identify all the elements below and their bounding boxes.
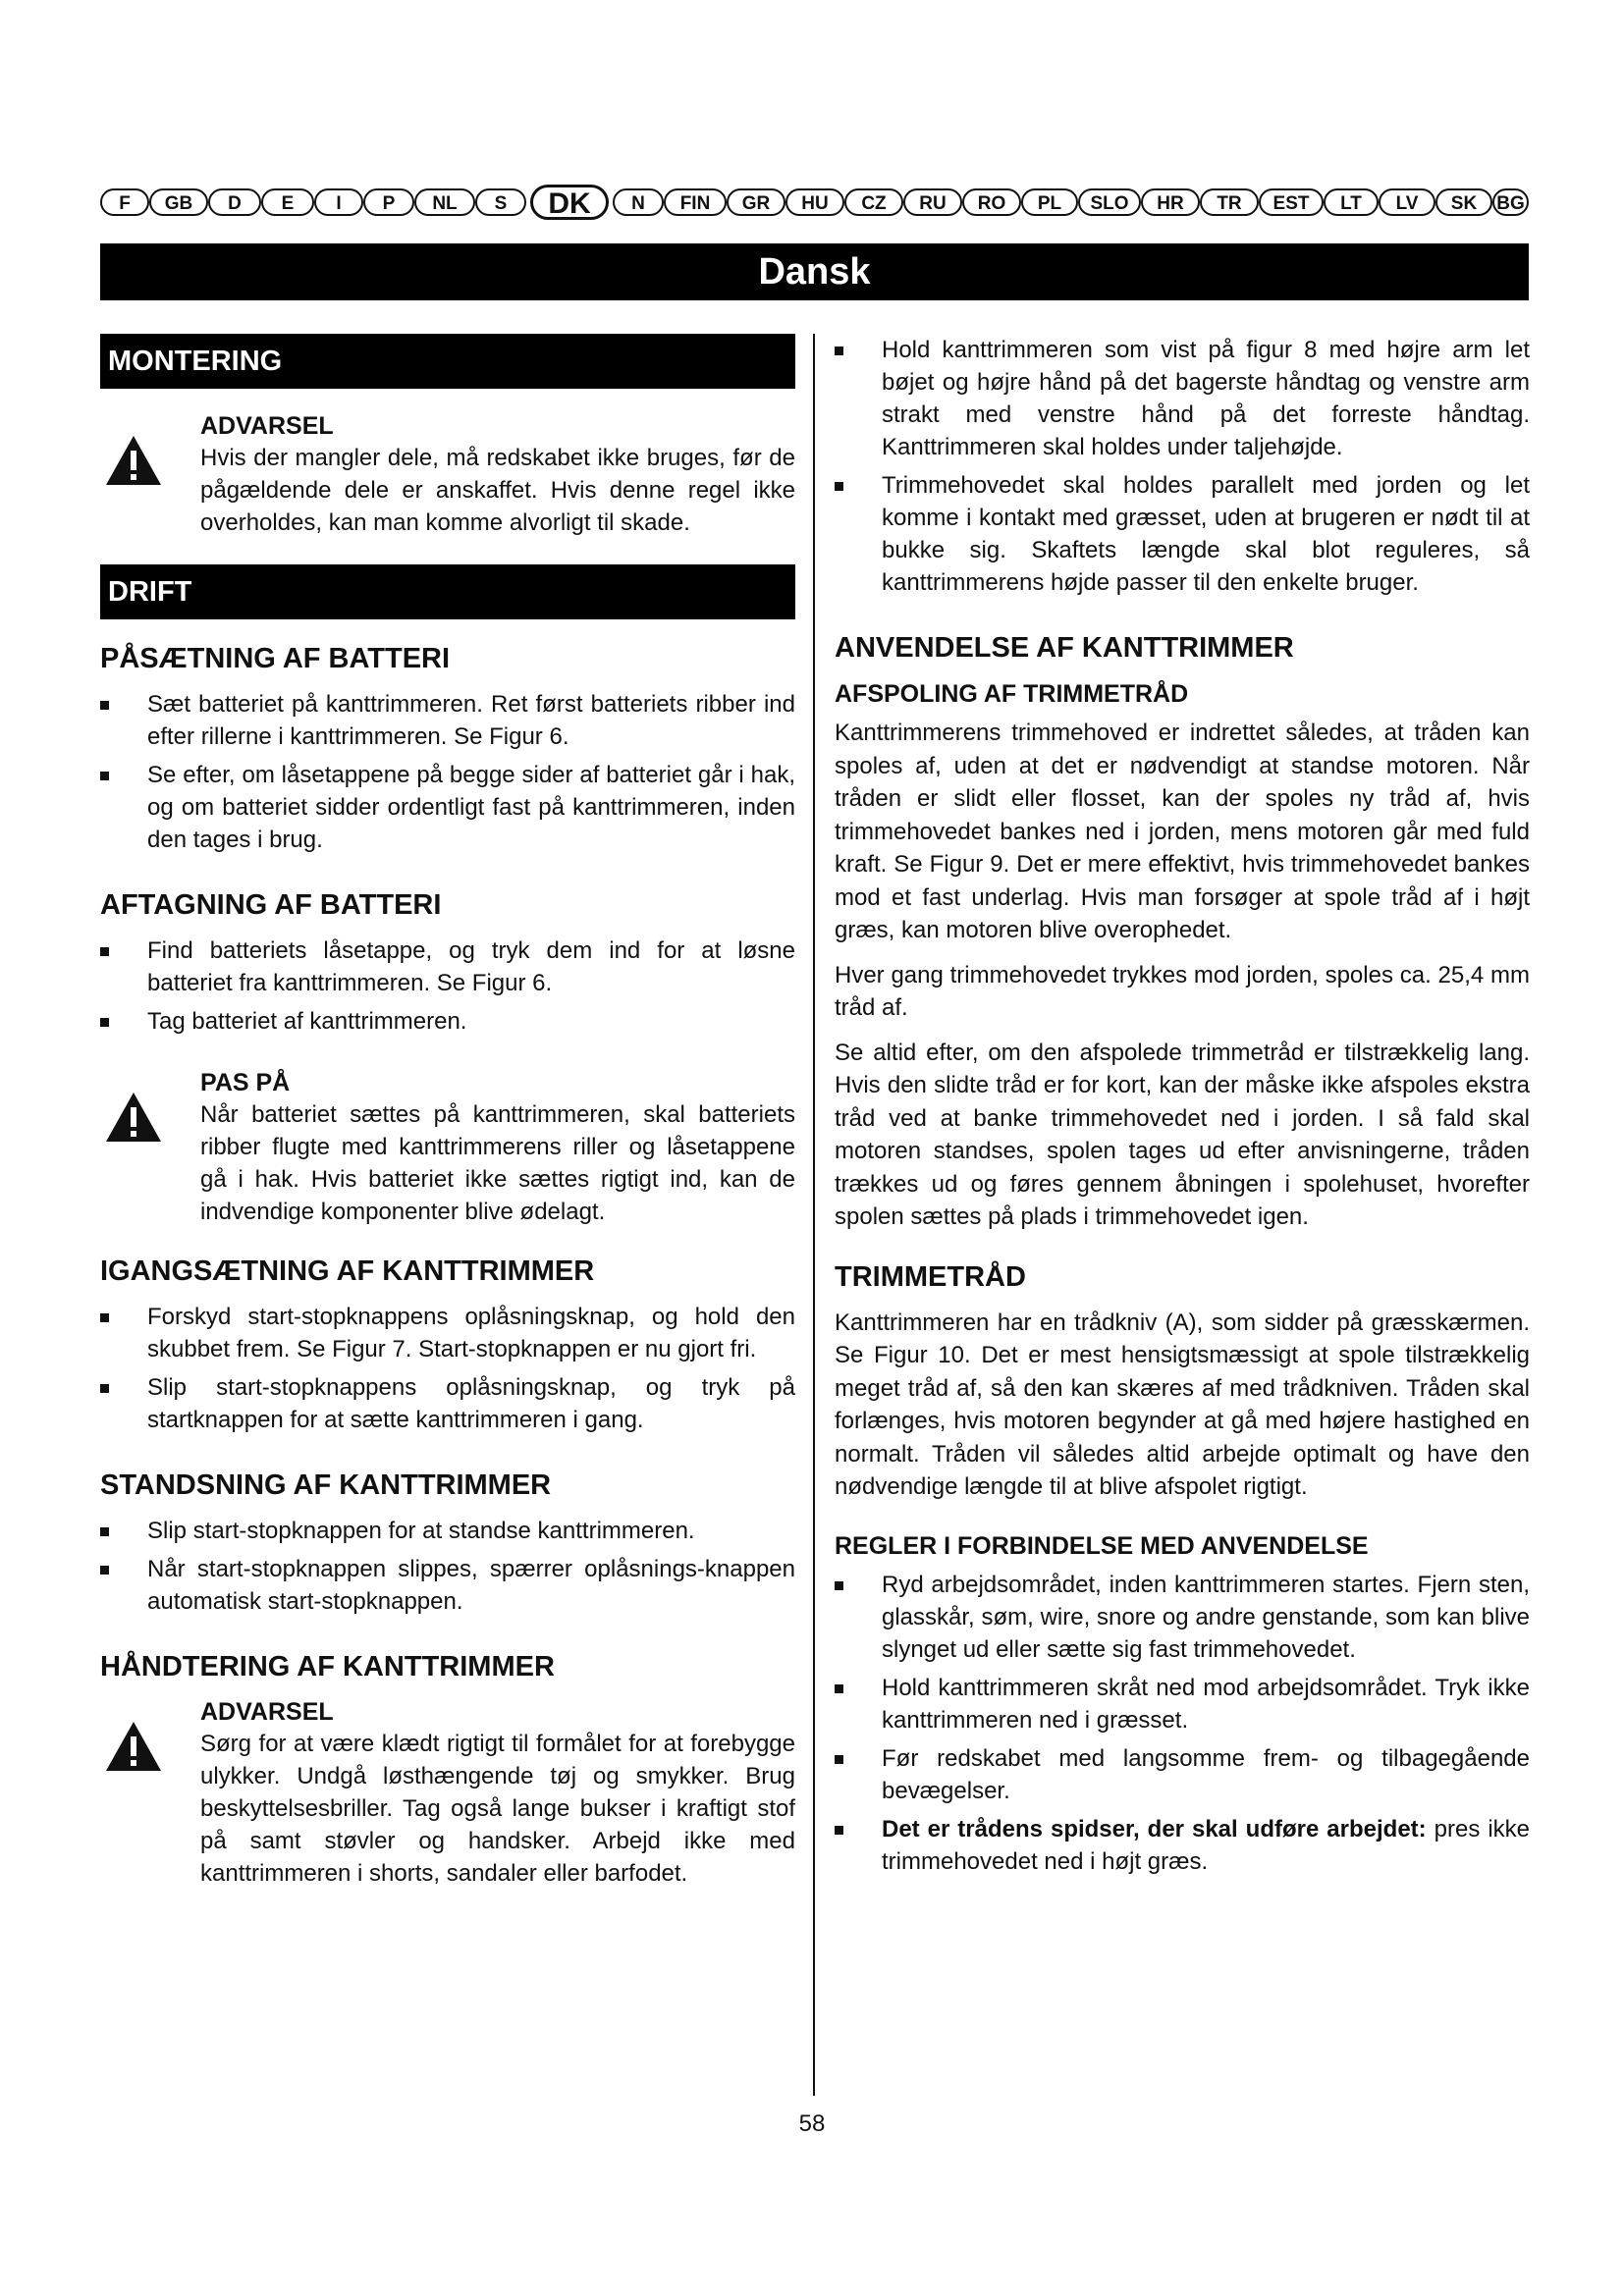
bullet-square-icon (835, 482, 843, 491)
lang-badge-dk-active: DK (530, 185, 609, 220)
list-item-text: Se efter, om låsetappene på begge sider af batteriet går i hak, og om batteriet sidder ordentligt fast på kanttrimmeren, inden den tages i brug. (147, 762, 795, 853)
heading-aftagning: AFTAGNING AF BATTERI (100, 889, 442, 921)
list-item-text: pres ikke trimmehovedet ned i højt græs. (882, 1815, 1530, 1875)
list-item (100, 934, 795, 999)
heading-trimmetraad: TRIMMETRÅD (835, 1260, 1026, 1293)
list-item (100, 1371, 795, 1436)
section-bar-montering: MONTERING (100, 334, 795, 389)
lang-badge-e: E (261, 188, 314, 216)
heading-paasaetning: PÅSÆTNING AF BATTERI (100, 643, 451, 674)
caution-title: PAS PÅ (200, 1069, 291, 1096)
bullet-square-icon (100, 772, 109, 780)
lang-badge-pl: PL (1021, 188, 1078, 216)
lang-badge-lt: LT (1324, 188, 1379, 216)
page-number: 58 (798, 2110, 826, 2137)
list-item-text: Forskyd start-stopknappens oplåsningsknap, og hold den skubbet frem. Se Figur 7. Start-stopknappen er nu gjort fri. (147, 1304, 795, 1362)
list-item-text: Hold kanttrimmeren skråt ned mod arbejdsområdet. Tryk ikke kanttrimmeren ned i græsset. (882, 1674, 1530, 1734)
bullet-list-paasaetning (100, 688, 795, 856)
subheading-afspoling: AFSPOLING AF TRIMMETRÅD (835, 680, 1189, 708)
lang-badge-gb: GB (149, 188, 208, 216)
bullet-list-igangsaetning (100, 1301, 795, 1436)
heading-anvendelse: ANVENDELSE AF KANTTRIMMER (835, 632, 1294, 664)
heading-haandtering: HÅNDTERING AF KANTTRIMMER (100, 1651, 555, 1682)
lang-badge-ru: RU (903, 188, 962, 216)
bullet-list-aftagning (100, 934, 795, 1038)
warning-triangle-icon (104, 434, 163, 487)
lang-badge-n: N (613, 188, 664, 216)
language-bar (100, 185, 1529, 220)
list-item (835, 334, 1530, 463)
lang-badge-lv: LV (1379, 188, 1435, 216)
bullet-list-standsning (100, 1515, 795, 1618)
list-item (100, 1301, 795, 1365)
list-item (100, 1005, 795, 1038)
bullet-square-icon (835, 1755, 843, 1764)
warning-text: Hvis der mangler dele, må redskabet ikke bruges, før de pågældende dele er anskaffet. Hvis denne regel ikke overholdes, kan man komme alvorligt til skade. (200, 445, 795, 536)
warning-triangle-icon (104, 1091, 163, 1144)
list-item (835, 1813, 1530, 1878)
lang-badge-est: EST (1259, 188, 1324, 216)
bullet-square-icon (835, 1826, 843, 1835)
lang-badge-s: S (475, 188, 526, 216)
bullet-square-icon (835, 347, 843, 355)
lang-badge-slo: SLO (1078, 188, 1141, 216)
heading-igangsaetning: IGANGSÆTNING AF KANTTRIMMER (100, 1255, 595, 1287)
list-item-bold-lead: Det er trådens spidser, der skal udføre arbejdet: (882, 1815, 1427, 1842)
bullet-square-icon (100, 701, 109, 710)
lang-badge-ro: RO (962, 188, 1021, 216)
list-item (100, 759, 795, 856)
lang-badge-d: D (208, 188, 261, 216)
list-item (100, 1553, 795, 1618)
list-item-text: Når start-stopknappen slippes, spærrer oplåsnings-knappen automatisk start-stopknappen. (147, 1556, 795, 1615)
lang-badge-nl: NL (414, 188, 475, 216)
paragraph: Kanttrimmeren har en trådkniv (A), som sidder på græsskærmen. Se Figur 10. Det er mest hensigtsmæssigt at spole tilstrækkelig meget tråd af, så den kan skæres af med trådkniven. Tråden skal forlænges, hvis motoren begynder at gå med højere hastighed en normalt. Tråden vil således altid arbejde optimalt og have den nødvendige længde til at blive afspolet rigtigt. (835, 1308, 1530, 1500)
column-divider (813, 334, 815, 2096)
list-item-text: Slip start-stopknappen for at standse kanttrimmeren. (147, 1518, 695, 1544)
caution-text: Når batteriet sættes på kanttrimmeren, skal batteriets ribber flugte med kanttrimmerens riller og låsetappene gå i hak. Hvis batteriet ikke sættes rigtigt ind, kan de indvendige komponenter blive ødelagt. (200, 1101, 795, 1225)
list-item (835, 1569, 1530, 1666)
lang-badge-hu: HU (785, 188, 844, 216)
heading-standsning: STANDSNING AF KANTTRIMMER (100, 1469, 552, 1501)
paragraph: Se altid efter, om den afspolede trimmetråd er tilstrækkelig lang. Hvis den slidte tråd er for kort, kan der måske ikke afspoles ekstra tråd ved at banke trimmehovedet ned i jorden. I så fald skal motoren standses, spolen tages ud efter anvisningerne, tråden trækkes ud og føres gennem åbningen i spolehuset, hvorefter spolen sættes på plads i trimmehovedet igen. (835, 1039, 1530, 1230)
warning-block-haandtering (100, 1696, 795, 1890)
bullet-square-icon (100, 1313, 109, 1322)
bullet-square-icon (100, 1527, 109, 1536)
bullet-list-regler (835, 1569, 1530, 1878)
bullet-square-icon (835, 1684, 843, 1693)
lang-badge-f: F (100, 188, 149, 216)
list-item-text: Tag batteriet af kanttrimmeren. (147, 1008, 467, 1035)
list-item-text: Før redskabet med langsomme frem- og tilbagegående bevægelser. (882, 1744, 1530, 1804)
lang-badge-sk: SK (1435, 188, 1492, 216)
bullet-square-icon (100, 1018, 109, 1027)
list-item (100, 1515, 795, 1547)
warning-title: ADVARSEL (200, 1698, 334, 1726)
warning-title: ADVARSEL (200, 412, 334, 440)
lang-badge-i: I (314, 188, 363, 216)
warning-triangle-icon (104, 1720, 163, 1773)
lang-badge-fin: FIN (664, 188, 727, 216)
right-column (835, 334, 1530, 1896)
list-item-text: Sæt batteriet på kanttrimmeren. Ret først batteriets ribber ind efter rillerne i kanttrimmeren. Se Figur 6. (147, 691, 795, 750)
lang-badge-cz: CZ (844, 188, 903, 216)
lang-badge-p: P (363, 188, 414, 216)
warning-text: Sørg for at være klædt rigtigt til formålet for at forebygge ulykker. Undgå løsthængende tøj og smykker. Brug beskyttelsesbriller. Tag også lange bukser i kraftigt stof på samt støvler og handsker. Arbejd ikke med kanttrimmeren i shorts, sandaler eller barfodet. (200, 1731, 795, 1887)
warning-block-montering (100, 410, 795, 539)
list-item (100, 688, 795, 753)
lang-badge-bg: BG (1492, 188, 1529, 216)
list-item-text: Find batteriets låsetappe, og tryk dem ind for at løsne batteriet fra kanttrimmeren. Se Figur 6. (147, 937, 795, 996)
paragraph: Kanttrimmerens trimmehoved er indrettet således, at tråden kan spoles af, uden at det er nødvendigt at standse motoren. Når tråden er slidt eller flosset, kan der spoles ny tråd af, hvis trimmehovedet bankes ned i jorden, mens motoren går med fuld kraft. Se Figur 9. Det er mere effektivt, hvis trimmehovedet bankes mod et fast underlag. Hvis man forsøger at spole tråd af i højt græs, kan motoren blive overophedet. (835, 720, 1530, 943)
list-item-text: Ryd arbejdsområdet, inden kanttrimmeren startes. Fjern sten, glasskår, søm, wire, snore og andre genstande, som kan blive slynget ud eller sætte sig fast trimmehovedet. (882, 1571, 1530, 1663)
left-column (100, 334, 795, 1915)
bullet-square-icon (835, 1581, 843, 1590)
lang-badge-tr: TR (1200, 188, 1259, 216)
subheading-regler: REGLER I FORBINDELSE MED ANVENDELSE (835, 1531, 1369, 1560)
list-item-text: Hold kanttrimmeren som vist på figur 8 med højre arm let bøjet og højre hånd på det bagerste håndtag og venstre arm strakt med venstre hånd på det forreste håndtag. Kanttrimmeren skal holdes under taljehøjde. (882, 337, 1530, 460)
list-item (835, 1672, 1530, 1736)
list-item (835, 469, 1530, 599)
list-item-text: Slip start-stopknappens oplåsningsknap, og tryk på startknappen for at sætte kanttrimmeren i gang. (147, 1374, 795, 1433)
lang-badge-hr: HR (1141, 188, 1200, 216)
list-item-text: Trimmehovedet skal holdes parallelt med jorden og let komme i kontakt med græsset, uden at brugeren er nødt til at bukke sig. Skaftets længde skal blot reguleres, så kanttrimmerens højde passer til den enkelte bruger. (882, 472, 1530, 596)
bullet-list-holding (835, 334, 1530, 599)
caution-block-aftagning (100, 1067, 795, 1228)
section-bar-drift: DRIFT (100, 564, 795, 619)
bullet-square-icon (100, 1384, 109, 1393)
bullet-square-icon (100, 1566, 109, 1575)
language-banner: Dansk (100, 243, 1529, 300)
list-item (835, 1742, 1530, 1807)
lang-badge-gr: GR (727, 188, 785, 216)
bullet-square-icon (100, 947, 109, 956)
paragraph: Hver gang trimmehovedet trykkes mod jorden, spoles ca. 25,4 mm tråd af. (835, 961, 1530, 1021)
